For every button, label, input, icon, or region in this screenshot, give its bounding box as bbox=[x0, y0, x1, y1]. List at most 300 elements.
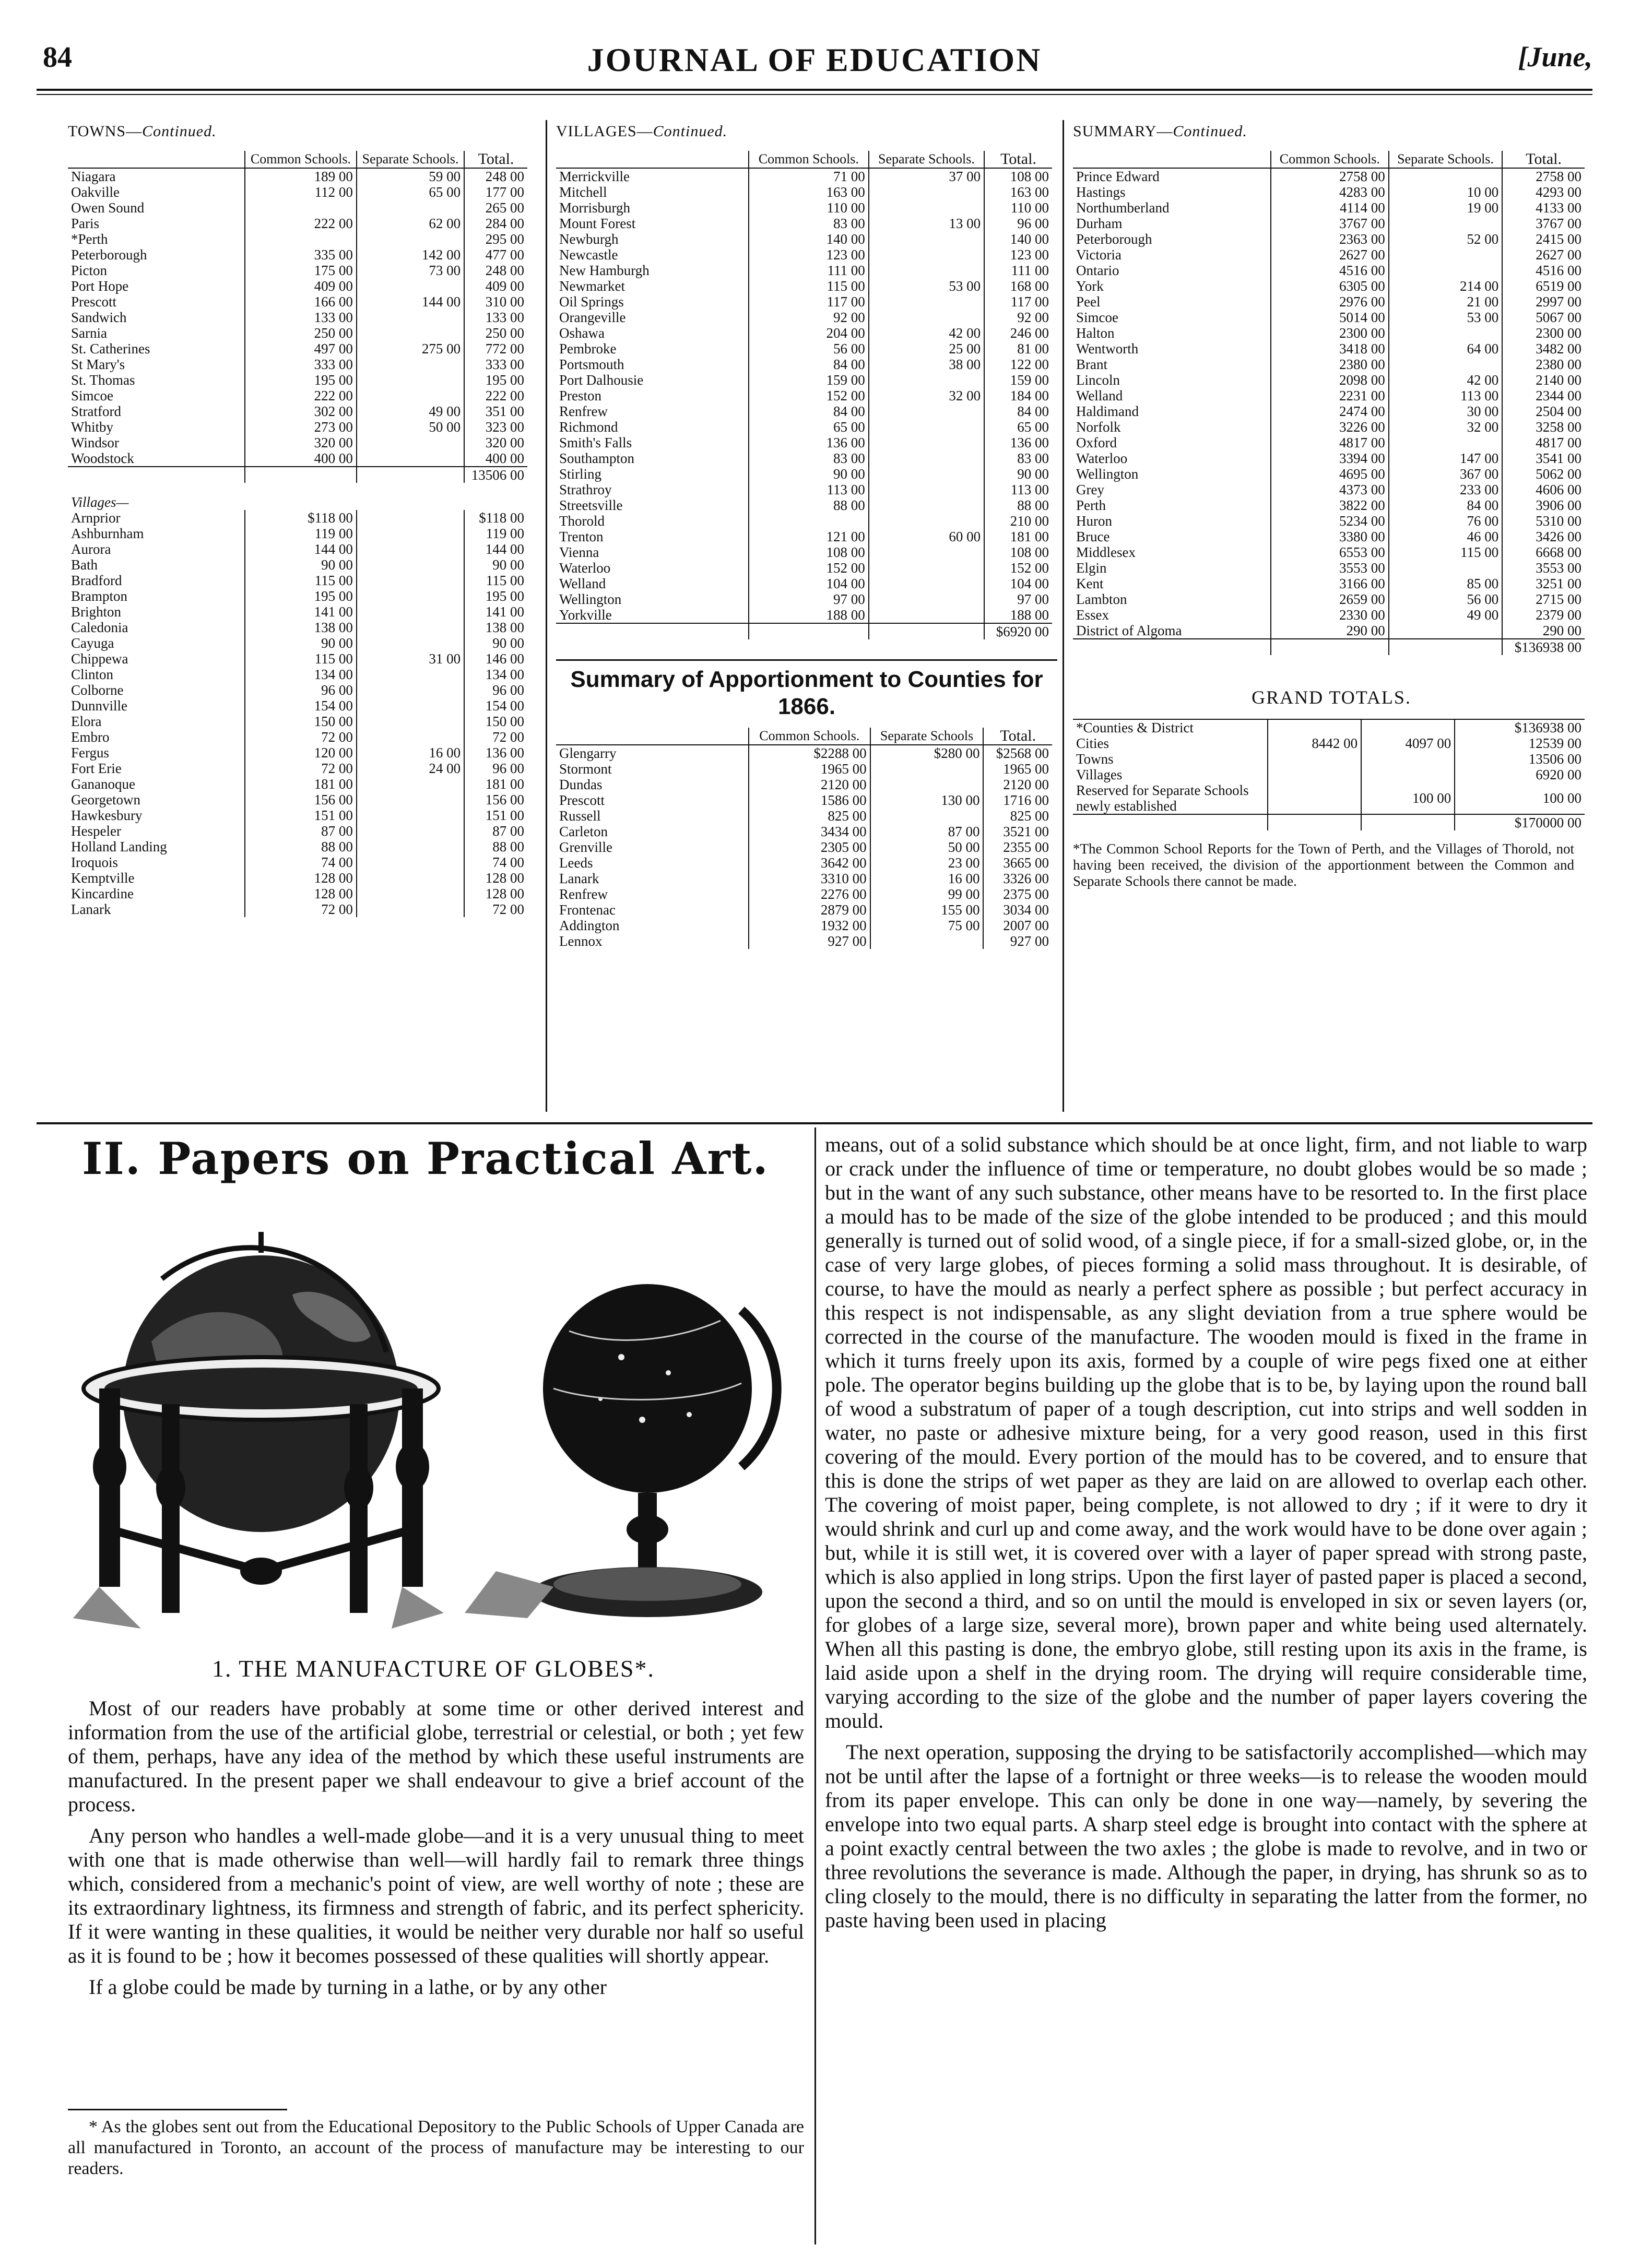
cell-total: 12539 00 bbox=[1455, 735, 1585, 751]
row-label: Stratford bbox=[71, 403, 121, 419]
cell-total: 181 00 bbox=[464, 776, 527, 792]
row-label: Southampton bbox=[559, 450, 635, 466]
col-total: Total. bbox=[984, 151, 1052, 168]
header-rule bbox=[37, 89, 1592, 91]
cell-total: 144 00 bbox=[464, 541, 527, 557]
cell-total: 4817 00 bbox=[1502, 435, 1585, 450]
villages-subheading: Villages— bbox=[71, 494, 129, 510]
cell-value bbox=[869, 450, 984, 466]
cell-total: 265 00 bbox=[464, 200, 527, 216]
cell-total: 5310 00 bbox=[1502, 513, 1585, 529]
cell-value: 53 00 bbox=[869, 278, 984, 294]
row-label: St. Catherines bbox=[71, 341, 150, 357]
cell-value: 115 00 bbox=[749, 278, 869, 294]
table-row bbox=[556, 294, 1052, 310]
cell-value: 113 00 bbox=[1389, 388, 1503, 403]
table-row bbox=[556, 777, 1052, 792]
cell-value: 166 00 bbox=[245, 294, 357, 310]
cell-value bbox=[869, 435, 984, 450]
article-title: 1. THE MANUFACTURE OF GLOBES*. bbox=[211, 1655, 655, 1682]
cell-value: 159 00 bbox=[749, 372, 869, 388]
cell-total: 333 00 bbox=[464, 357, 527, 372]
cell-value bbox=[357, 526, 464, 541]
header-rule-thin bbox=[37, 94, 1592, 95]
row-label: Prescott bbox=[71, 294, 116, 310]
cell-value: 233 00 bbox=[1389, 482, 1503, 497]
row-label: Prescott bbox=[559, 792, 605, 808]
row-label: Victoria bbox=[1076, 247, 1122, 263]
table-row bbox=[68, 823, 527, 839]
cell-value: 2879 00 bbox=[749, 902, 870, 918]
cell-value: 88 00 bbox=[749, 497, 869, 513]
cell-value: 19 00 bbox=[1389, 200, 1503, 216]
cell-total: 2758 00 bbox=[1502, 168, 1585, 184]
cell-total: 4606 00 bbox=[1502, 482, 1585, 497]
cell-value bbox=[1268, 767, 1361, 782]
cell-value bbox=[749, 513, 869, 529]
cell-value: 123 00 bbox=[749, 247, 869, 263]
cell-value: 84 00 bbox=[749, 357, 869, 372]
col-total: Total. bbox=[464, 151, 527, 168]
cell-total: 96 00 bbox=[464, 682, 527, 698]
cell-value: 3822 00 bbox=[1271, 497, 1389, 513]
table-row bbox=[68, 510, 527, 526]
col-separate-schools: Separate Schools bbox=[870, 728, 984, 745]
cell-value bbox=[357, 388, 464, 403]
table-row bbox=[68, 184, 527, 200]
cell-value: 64 00 bbox=[1389, 341, 1503, 357]
table-row bbox=[68, 761, 527, 776]
cell-value: 21 00 bbox=[1389, 294, 1503, 310]
table-row bbox=[1073, 576, 1585, 591]
journal-title: JOURNAL OF EDUCATION bbox=[587, 41, 1042, 78]
row-label: Towns bbox=[1076, 751, 1114, 767]
cell-total: 88 00 bbox=[984, 497, 1052, 513]
cell-total: 108 00 bbox=[984, 544, 1052, 560]
cell-total: 2355 00 bbox=[983, 839, 1052, 855]
cell-value: 90 00 bbox=[245, 635, 357, 651]
cell-value bbox=[869, 310, 984, 325]
row-label: Cayuga bbox=[71, 635, 114, 651]
cell-value: 31 00 bbox=[357, 651, 464, 667]
table-row bbox=[556, 745, 1052, 761]
row-label: Durham bbox=[1076, 216, 1123, 231]
cell-total: 128 00 bbox=[464, 886, 527, 901]
cell-value: 42 00 bbox=[869, 325, 984, 341]
table-row bbox=[68, 682, 527, 698]
table-row bbox=[556, 529, 1052, 544]
villages-heading: VILLAGES— bbox=[556, 123, 653, 140]
cell-value: 56 00 bbox=[1389, 591, 1503, 607]
row-label: Port Hope bbox=[71, 278, 129, 294]
cell-value: 115 00 bbox=[1389, 544, 1503, 560]
cell-value bbox=[870, 933, 984, 949]
row-label: Vienna bbox=[559, 544, 599, 560]
table-row bbox=[68, 403, 527, 419]
table-row bbox=[1073, 560, 1585, 576]
table-row bbox=[68, 247, 527, 263]
cell-value bbox=[869, 591, 984, 607]
cell-total: 5067 00 bbox=[1502, 310, 1585, 325]
cell-value: 144 00 bbox=[245, 541, 357, 557]
cell-value: 144 00 bbox=[357, 294, 464, 310]
cell-total: 3426 00 bbox=[1502, 529, 1585, 544]
total-row bbox=[1073, 814, 1585, 830]
cell-value: 825 00 bbox=[749, 808, 870, 824]
table-row bbox=[68, 168, 527, 184]
cell-total: 2715 00 bbox=[1502, 591, 1585, 607]
paragraph: Most of our readers have probably at some time or other derived interest and information from the use of the artificial globe, terrestrial or celestial, or both ; yet few of them, perhaps, have any idea of the method by which these useful instruments are manufactured. In the present paper we shall endeavour to give a brief account of the process. bbox=[68, 1696, 804, 1816]
row-label: Mount Forest bbox=[559, 216, 636, 231]
cell-value: 128 00 bbox=[245, 870, 357, 886]
cell-value bbox=[869, 294, 984, 310]
cell-value: 302 00 bbox=[245, 403, 357, 419]
row-label: Halton bbox=[1076, 325, 1115, 341]
cell-total: 3541 00 bbox=[1502, 450, 1585, 466]
table-row bbox=[68, 341, 527, 357]
cell-value: 128 00 bbox=[245, 886, 357, 901]
table-row bbox=[68, 698, 527, 714]
cell-total: 6668 00 bbox=[1502, 544, 1585, 560]
table-row bbox=[556, 761, 1052, 777]
total-row bbox=[1073, 639, 1585, 655]
table-row bbox=[68, 372, 527, 388]
cell-value: 409 00 bbox=[245, 278, 357, 294]
cell-value: 60 00 bbox=[869, 529, 984, 544]
row-label: Trenton bbox=[559, 529, 604, 544]
summary-heading: SUMMARY— bbox=[1073, 123, 1173, 140]
cell-value: $2288 00 bbox=[749, 745, 870, 761]
row-label: St Mary's bbox=[71, 357, 125, 372]
cell-total: 195 00 bbox=[464, 372, 527, 388]
article-footnote: * As the globes sent out from the Educational Depository to the Public Schools of Upper Canada are all manufactured in Toronto, an account of the process of manufacture may be interesting to our readers. bbox=[68, 2117, 804, 2178]
row-label: Cities bbox=[1076, 735, 1109, 751]
paragraph: If a globe could be made by turning in a lathe, or by any other bbox=[89, 1975, 607, 1999]
cell-value: 1932 00 bbox=[749, 918, 870, 933]
cell-total: $136938 00 bbox=[1455, 719, 1585, 735]
row-label: Strathroy bbox=[559, 482, 612, 497]
cell-value: 147 00 bbox=[1389, 450, 1503, 466]
cell-value: 134 00 bbox=[245, 667, 357, 682]
row-label: Essex bbox=[1076, 607, 1109, 623]
cell-value bbox=[357, 870, 464, 886]
row-label: *Perth bbox=[71, 231, 108, 247]
cell-value: 133 00 bbox=[245, 310, 357, 325]
row-label: Huron bbox=[1076, 513, 1112, 529]
cell-value bbox=[357, 310, 464, 325]
row-label: Colborne bbox=[71, 682, 124, 698]
table-row bbox=[1073, 216, 1585, 231]
cell-total: 117 00 bbox=[984, 294, 1052, 310]
cell-value: 71 00 bbox=[749, 168, 869, 184]
cell-value: 4695 00 bbox=[1271, 466, 1389, 482]
cell-total: 6519 00 bbox=[1502, 278, 1585, 294]
cell-value bbox=[357, 714, 464, 729]
cell-value: 195 00 bbox=[245, 372, 357, 388]
cell-value: 2627 00 bbox=[1271, 247, 1389, 263]
row-label: Whitby bbox=[71, 419, 113, 435]
cell-value: 96 00 bbox=[245, 682, 357, 698]
cell-value bbox=[357, 604, 464, 620]
cell-total: 320 00 bbox=[464, 435, 527, 450]
cell-total: 122 00 bbox=[984, 357, 1052, 372]
row-label: Middlesex bbox=[1076, 544, 1136, 560]
cell-value: 2305 00 bbox=[749, 839, 870, 855]
towns-section bbox=[68, 123, 538, 917]
cell-total: 92 00 bbox=[984, 310, 1052, 325]
cell-value: 111 00 bbox=[749, 263, 869, 278]
table-row bbox=[1073, 372, 1585, 388]
table-row bbox=[1073, 263, 1585, 278]
table-row bbox=[68, 278, 527, 294]
cell-total: 123 00 bbox=[984, 247, 1052, 263]
cell-value bbox=[870, 777, 984, 792]
table-row bbox=[1073, 310, 1585, 325]
row-label: Smith's Falls bbox=[559, 435, 632, 450]
cell-value bbox=[869, 231, 984, 247]
cell-value: 2363 00 bbox=[1271, 231, 1389, 247]
cell-value: 10 00 bbox=[1389, 184, 1503, 200]
empty-cell bbox=[1271, 639, 1389, 655]
table-row bbox=[1073, 419, 1585, 435]
cell-total: 2007 00 bbox=[983, 918, 1052, 933]
row-label: Leeds bbox=[559, 855, 593, 871]
cell-value: 74 00 bbox=[245, 854, 357, 870]
row-label: Simcoe bbox=[1076, 310, 1118, 325]
table-row bbox=[556, 591, 1052, 607]
table-row bbox=[1073, 735, 1585, 751]
cell-value: 46 00 bbox=[1389, 529, 1503, 544]
row-label: Streetsville bbox=[559, 497, 623, 513]
cell-value bbox=[357, 510, 464, 526]
cell-total: 111 00 bbox=[984, 263, 1052, 278]
cell-total: 3553 00 bbox=[1502, 560, 1585, 576]
cell-value: 110 00 bbox=[749, 200, 869, 216]
empty-cell bbox=[1268, 814, 1361, 830]
cell-value bbox=[357, 325, 464, 341]
cell-total: 222 00 bbox=[464, 388, 527, 403]
cell-value bbox=[357, 667, 464, 682]
cell-value: 4516 00 bbox=[1271, 263, 1389, 278]
row-label: New Hamburgh bbox=[559, 263, 650, 278]
cell-total: 115 00 bbox=[464, 573, 527, 588]
empty-cell bbox=[1073, 814, 1268, 830]
row-label: York bbox=[1076, 278, 1104, 294]
table-row bbox=[68, 435, 527, 450]
cell-total: 72 00 bbox=[464, 901, 527, 917]
cell-value: 24 00 bbox=[357, 761, 464, 776]
cell-value bbox=[357, 729, 464, 745]
row-label: Iroquois bbox=[71, 854, 118, 870]
row-label: Perth bbox=[1076, 497, 1106, 513]
table-row bbox=[68, 714, 527, 729]
cell-total: 168 00 bbox=[984, 278, 1052, 294]
cell-value: 4114 00 bbox=[1271, 200, 1389, 216]
cell-value bbox=[869, 419, 984, 435]
cell-total: 323 00 bbox=[464, 419, 527, 435]
cell-value bbox=[357, 792, 464, 808]
row-label: Welland bbox=[1076, 388, 1123, 403]
cell-value: 152 00 bbox=[749, 388, 869, 403]
row-label: Dundas bbox=[559, 777, 603, 792]
cell-value: 3310 00 bbox=[749, 871, 870, 886]
cell-value bbox=[869, 513, 984, 529]
cell-total: 13506 00 bbox=[1455, 751, 1585, 767]
row-label: Aurora bbox=[71, 541, 111, 557]
cell-value: 38 00 bbox=[869, 357, 984, 372]
total-row bbox=[68, 467, 527, 483]
cell-value: 87 00 bbox=[870, 824, 984, 839]
table-row bbox=[68, 667, 527, 682]
cell-value: 927 00 bbox=[749, 933, 870, 949]
cell-value bbox=[357, 278, 464, 294]
section-heading: II. Papers on Practical Art. bbox=[82, 1133, 769, 1184]
paragraph: The next operation, supposing the drying to be satisfactorily accomplished—which may not be until after the lapse of a fortnight or three weeks—is to release the wooden mould from its paper envelope. This can only be done in one way—namely, by severing the envelope into two equal parts. A sharp steel edge is brought into contact with the sphere at a point exactly central between the two axles ; the globe is made to revolve, and in two or three revolutions the severance is made. Although the paper, in drying, has shrunk so as to cling closely to the mould, there is no difficulty in separating the latter from the former, no paste having been used in placing bbox=[825, 1740, 1587, 1932]
row-label: District of Algoma bbox=[1076, 623, 1182, 638]
table-row bbox=[556, 341, 1052, 357]
row-label: Fort Erie bbox=[71, 761, 122, 776]
cell-value bbox=[357, 435, 464, 450]
col-common-schools: Common Schools. bbox=[1271, 151, 1389, 168]
cell-value: 4373 00 bbox=[1271, 482, 1389, 497]
cell-value: 142 00 bbox=[357, 247, 464, 263]
section-rule bbox=[37, 1122, 1592, 1124]
row-label: Frontenac bbox=[559, 902, 616, 918]
table-row bbox=[556, 855, 1052, 871]
row-label: Owen Sound bbox=[71, 200, 145, 216]
cell-total: 2504 00 bbox=[1502, 403, 1585, 419]
cell-total: 3767 00 bbox=[1502, 216, 1585, 231]
table-row bbox=[68, 573, 527, 588]
cell-value bbox=[1389, 435, 1503, 450]
table-row bbox=[68, 886, 527, 901]
grand-totals-title: GRAND TOTALS. bbox=[1252, 687, 1411, 708]
row-label: Russell bbox=[559, 808, 601, 824]
row-label: Richmond bbox=[559, 419, 618, 435]
row-label: Lambton bbox=[1076, 591, 1127, 607]
cell-value: 76 00 bbox=[1389, 513, 1503, 529]
cell-value: 32 00 bbox=[869, 388, 984, 403]
page-number: 84 bbox=[43, 41, 72, 74]
table-row bbox=[1073, 184, 1585, 200]
row-label: Orangeville bbox=[559, 310, 626, 325]
table-row bbox=[1073, 623, 1585, 639]
cell-value: 5014 00 bbox=[1271, 310, 1389, 325]
cell-value: 2276 00 bbox=[749, 886, 870, 902]
cell-value: 16 00 bbox=[870, 871, 984, 886]
cell-total: 477 00 bbox=[464, 247, 527, 263]
cell-value: 136 00 bbox=[749, 435, 869, 450]
table-row bbox=[556, 497, 1052, 513]
table-row bbox=[556, 247, 1052, 263]
row-label: Newcastle bbox=[559, 247, 618, 263]
cell-total: 83 00 bbox=[984, 450, 1052, 466]
grand-total-value: $136938 00 bbox=[1502, 639, 1585, 655]
row-label: Kincardine bbox=[71, 886, 134, 901]
cell-total: 136 00 bbox=[464, 745, 527, 761]
table-row bbox=[68, 526, 527, 541]
issue-month: [June, bbox=[1518, 41, 1592, 73]
cell-total: 2140 00 bbox=[1502, 372, 1585, 388]
cell-value: 32 00 bbox=[1389, 419, 1503, 435]
row-label: Peterborough bbox=[1076, 231, 1152, 247]
cell-total: 210 00 bbox=[984, 513, 1052, 529]
col-separate-schools: Separate Schools. bbox=[1389, 151, 1503, 168]
cell-value: 104 00 bbox=[749, 576, 869, 591]
table-row bbox=[556, 560, 1052, 576]
row-label: Grenville bbox=[559, 839, 612, 855]
cell-value: 195 00 bbox=[245, 588, 357, 604]
cell-total: 100 00 bbox=[1455, 782, 1585, 814]
cell-value bbox=[869, 184, 984, 200]
cell-total: 159 00 bbox=[984, 372, 1052, 388]
cell-value: 117 00 bbox=[749, 294, 869, 310]
row-label: Kemptville bbox=[71, 870, 135, 886]
cell-total: 104 00 bbox=[984, 576, 1052, 591]
cell-value: 30 00 bbox=[1389, 403, 1503, 419]
cell-value: 6305 00 bbox=[1271, 278, 1389, 294]
cell-value bbox=[357, 776, 464, 792]
table-row bbox=[68, 450, 527, 467]
row-label: Ontario bbox=[1076, 263, 1119, 278]
cell-value: 4097 00 bbox=[1361, 735, 1455, 751]
cell-value: 83 00 bbox=[749, 216, 869, 231]
table-row bbox=[1073, 168, 1585, 184]
cell-total: 72 00 bbox=[464, 729, 527, 745]
cell-value: 121 00 bbox=[749, 529, 869, 544]
globes-illustration bbox=[68, 1216, 799, 1665]
row-label: Grey bbox=[1076, 482, 1104, 497]
table-row bbox=[556, 168, 1052, 184]
table-row bbox=[1073, 782, 1585, 814]
table-row bbox=[1073, 403, 1585, 419]
table-row bbox=[1073, 513, 1585, 529]
cell-value bbox=[1389, 216, 1503, 231]
cell-value: 181 00 bbox=[245, 776, 357, 792]
row-label: Bruce bbox=[1076, 529, 1110, 544]
cell-value: 85 00 bbox=[1389, 576, 1503, 591]
apportionment-table bbox=[556, 728, 1052, 949]
cell-value bbox=[1268, 751, 1361, 767]
table-row bbox=[556, 871, 1052, 886]
table-row bbox=[1073, 591, 1585, 607]
cell-value: 138 00 bbox=[245, 620, 357, 635]
row-label: Hawkesbury bbox=[71, 808, 143, 823]
cell-value: 50 00 bbox=[870, 839, 984, 855]
empty-cell bbox=[556, 623, 749, 639]
table-row bbox=[1073, 719, 1585, 735]
cell-total: 927 00 bbox=[983, 933, 1052, 949]
cell-total: 151 00 bbox=[464, 808, 527, 823]
cell-value bbox=[1389, 168, 1503, 184]
table-row bbox=[556, 200, 1052, 216]
cell-total: 3034 00 bbox=[983, 902, 1052, 918]
cell-total: 87 00 bbox=[464, 823, 527, 839]
cell-total: 154 00 bbox=[464, 698, 527, 714]
table-row bbox=[556, 886, 1052, 902]
table-row bbox=[1073, 200, 1585, 216]
cell-total: 150 00 bbox=[464, 714, 527, 729]
cell-value: 335 00 bbox=[245, 247, 357, 263]
cell-value: 204 00 bbox=[749, 325, 869, 341]
cell-value: 65 00 bbox=[749, 419, 869, 435]
cell-value: 72 00 bbox=[245, 729, 357, 745]
table-row bbox=[68, 745, 527, 761]
table-row bbox=[1073, 341, 1585, 357]
row-label: Sarnia bbox=[71, 325, 107, 341]
cell-value: 3767 00 bbox=[1271, 216, 1389, 231]
row-label: Norfolk bbox=[1076, 419, 1121, 435]
